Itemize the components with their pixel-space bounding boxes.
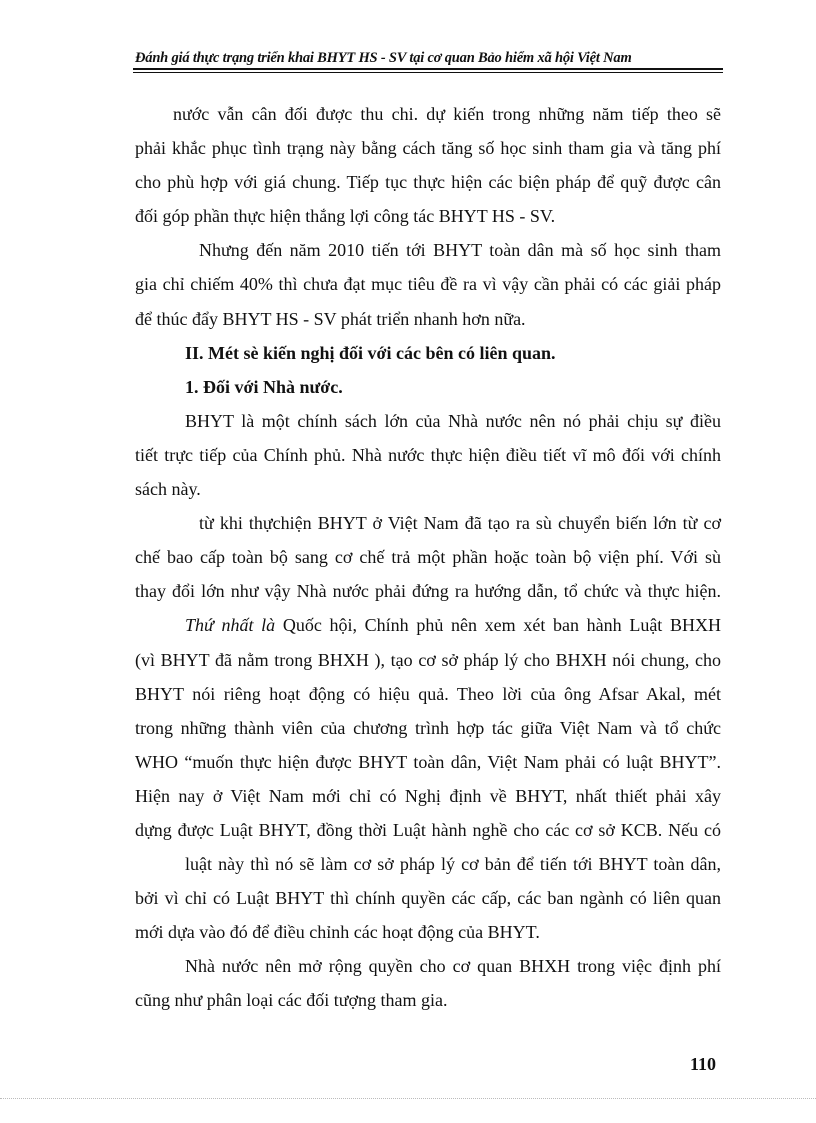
text-line: đối góp phần thực hiện thắng lợi công tác BHYT HS - SV. <box>135 206 556 227</box>
text-line: bởi vì chỉ có Luật BHYT thì chính quyền các cấp, các ban ngành có liên quan <box>135 888 721 909</box>
text-line: tiết trực tiếp của Chính phủ. Nhà nước thực hiện điều tiết vĩ mô đối với chính <box>135 444 721 465</box>
header-rule-thin <box>133 72 723 73</box>
text-line: cho phù hợp với giá chung. Tiếp tục thực hiện các biện pháp để quỹ được cân <box>135 172 721 193</box>
text-line: thay đổi lớn như vậy Nhà nước phải đứng ra hướng dẫn, tổ chức và thực hiện. <box>135 581 721 602</box>
text-line: chế bao cấp toàn bộ sang cơ chế trả một phần hoặc toàn bộ viện phí. Với sù <box>135 547 721 568</box>
subsection-heading: 1. Đối với Nhà nước. <box>185 376 343 397</box>
text-line: BHYT nói riêng hoạt động có hiệu quả. Theo lời của ông Afsar Akal, mét <box>135 683 721 704</box>
text-line: Nhà nước nên mở rộng quyền cho cơ quan BHXH trong việc định phí <box>185 956 721 977</box>
text-line: từ khi thựchiện BHYT ở Việt Nam đã tạo ra sù chuyển biến lớn từ cơ <box>199 513 721 534</box>
text-line: nước vẫn cân đối được thu chi. dự kiến trong những năm tiếp theo sẽ <box>173 104 721 124</box>
text-line: sách này. <box>135 479 201 500</box>
body-text <box>135 97 721 1018</box>
text-line: mới dựa vào đó để điều chỉnh các hoạt động của BHYT. <box>135 922 540 943</box>
header-title: Đánh giá thực trạng triển khai BHYT HS - SV tại cơ quan Bảo hiểm xã hội Việt Nam <box>135 50 632 66</box>
text-line: trong những thành viên của chương trình hợp tác giữa Việt Nam và tổ chức <box>135 717 721 738</box>
text-line <box>135 608 721 642</box>
text-line: BHYT là một chính sách lớn của Nhà nước nên nó phải chịu sự điều <box>185 410 721 431</box>
text-line: Hiện nay ở Việt Nam mới chỉ có Nghị định về BHYT, nhất thiết phải xây <box>135 785 721 806</box>
text-line: để thúc đẩy BHYT HS - SV phát triển nhanh hơn nữa. <box>135 308 526 329</box>
header-rule-thick <box>133 68 723 70</box>
text-line: luật này thì nó sẽ làm cơ sở pháp lý cơ bản để tiến tới BHYT toàn dân, <box>185 854 721 875</box>
text-line-rest: Quốc hội, Chính phủ nên xem xét ban hành Luật BHXH <box>275 615 721 636</box>
text-line: cũng như phân loại các đối tượng tham gia. <box>135 990 448 1011</box>
text-line: dựng được Luật BHYT, đồng thời Luật hành nghề cho các cơ sở KCB. Nếu có <box>135 819 721 840</box>
text-line: gia chỉ chiếm 40% thì chưa đạt mục tiêu đề ra vì vậy cần phải có các giải pháp <box>135 274 721 295</box>
text-line: (vì BHYT đã nằm trong BHXH ), tạo cơ sở pháp lý cho BHXH nói chung, cho <box>135 649 721 670</box>
text-line: phải khắc phục tình trạng này bằng cách tăng số học sinh tham gia và tăng phí <box>135 138 721 159</box>
italic-lead: Thứ nhất là <box>185 615 276 636</box>
text-line: WHO “muốn thực hiện được BHYT toàn dân, Việt Nam phải có luật BHYT”. <box>135 751 721 772</box>
page-number: 110 <box>690 1054 717 1074</box>
running-header <box>133 50 723 74</box>
section-heading: II. Mét sè kiến nghị đối với các bên có liên quan. <box>185 342 556 363</box>
footer-rule <box>0 1098 816 1099</box>
text-line: Nhưng đến năm 2010 tiến tới BHYT toàn dân mà số học sinh tham <box>199 240 721 261</box>
